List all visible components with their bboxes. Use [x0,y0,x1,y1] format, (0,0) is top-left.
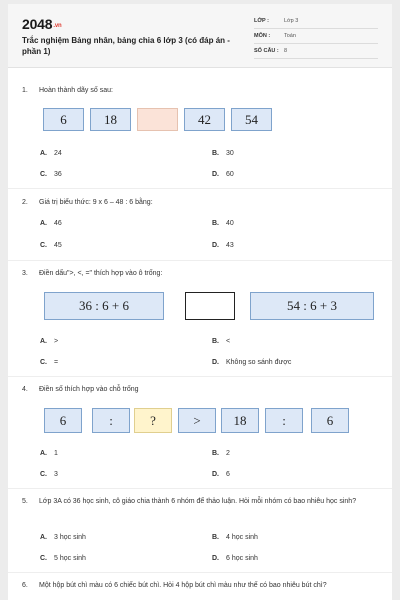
option-text: < [226,338,231,345]
option-text: 3 học sinh [54,534,86,541]
document-page [8,4,392,600]
option-text: 46 [54,220,62,227]
sequence-box: 6 [43,108,84,131]
question-number: 4. [22,386,28,393]
question-divider [8,260,392,261]
option-letter: C. [40,555,47,562]
question-number: 1. [22,87,28,94]
meta-label: LỚP : [254,18,269,24]
answer-option-b[interactable] [212,450,230,457]
answer-option-a[interactable] [40,220,62,227]
option-text: 43 [226,242,234,249]
meta-row-class [254,16,378,29]
sequence-box: 42 [184,108,225,131]
option-text: 24 [54,150,62,157]
answer-option-c[interactable] [40,171,62,178]
question-number: 6. [22,582,28,589]
option-text: 36 [54,171,62,178]
question-number: 5. [22,498,28,505]
expression-box-left: 36 : 6 + 6 [44,292,164,320]
expression-box-right: 54 : 6 + 3 [250,292,374,320]
sequence-blank-box [137,108,178,131]
equation-unknown-box: ? [134,408,172,433]
answer-option-c[interactable] [40,555,86,562]
equation-operator-box: : [265,408,303,433]
option-letter: B. [212,220,219,227]
option-text: 30 [226,150,234,157]
option-letter: A. [40,220,47,227]
equation-operator-box: : [92,408,130,433]
sequence-box: 18 [90,108,131,131]
meta-row-question-count [254,46,378,59]
option-text: 3 [54,471,58,478]
answer-option-a[interactable] [40,150,62,157]
option-letter: D. [212,242,219,249]
question-text: Một hộp bút chì màu có 6 chiếc bút chì. Hỏi 4 hộp bút chì màu như thế có bao nhiêu bút chì? [39,582,327,589]
meta-value: Toán [284,33,296,39]
answer-option-a[interactable] [40,450,58,457]
option-letter: D. [212,471,219,478]
option-letter: B. [212,450,219,457]
answer-option-c[interactable] [40,359,58,366]
meta-label: MÔN : [254,33,271,39]
equation-box: 6 [311,408,349,433]
document-header [8,4,392,68]
answer-option-d[interactable] [212,555,258,562]
question-number: 3. [22,270,28,277]
option-text: 4 học sinh [226,534,258,541]
option-letter: D. [212,359,219,366]
meta-value: 8 [284,48,288,54]
equation-operator-box: > [178,408,216,433]
option-letter: A. [40,450,47,457]
question-text: Lớp 3A có 36 học sinh, cô giáo chia thành 6 nhóm để thảo luận. Hỏi mỗi nhóm có bao nhiêu học sinh? [39,498,357,505]
answer-option-c[interactable] [40,242,62,249]
sequence-box: 54 [231,108,272,131]
option-text: 2 [226,450,230,457]
meta-row-subject [254,31,378,44]
comparison-blank-box [185,292,235,320]
option-text: 5 học sinh [54,555,86,562]
option-letter: B. [212,150,219,157]
option-letter: B. [212,338,219,345]
meta-label: SỐ CÂU : [254,48,279,54]
question-text: Điền số thích hợp vào chỗ trống [39,386,139,393]
answer-option-d[interactable] [212,171,234,178]
option-letter: D. [212,171,219,178]
question-divider [8,572,392,573]
answer-option-d[interactable] [212,359,291,366]
question-text: Giá trị biểu thức: 9 x 6 – 48 : 6 bằng: [39,199,153,206]
option-letter: D. [212,555,219,562]
option-letter: A. [40,150,47,157]
option-text: 1 [54,450,58,457]
meta-value: Lớp 3 [284,18,299,24]
option-text: > [54,338,59,345]
option-text: 6 [226,471,230,478]
question-divider [8,188,392,189]
option-letter: B. [212,534,219,541]
question-divider [8,376,392,377]
question-text: Hoàn thành dãy số sau: [39,87,113,94]
option-letter: C. [40,359,47,366]
answer-option-b[interactable] [212,220,234,227]
document-title: Trắc nghiệm Bảng nhân, bảng chia 6 lớp 3 (có đáp án - phần 1) [22,36,230,56]
option-text: Không so sánh được [226,359,292,366]
option-letter: C. [40,171,47,178]
option-letter: A. [40,338,47,345]
option-letter: C. [40,242,47,249]
question-divider [8,488,392,489]
answer-option-c[interactable] [40,471,58,478]
answer-option-b[interactable] [212,338,230,345]
equation-box: 6 [44,408,82,433]
answer-option-b[interactable] [212,150,234,157]
answer-option-d[interactable] [212,471,230,478]
option-text: = [54,359,59,366]
option-letter: C. [40,471,47,478]
option-text: 45 [54,242,62,249]
logo-suffix: .vn [53,23,62,29]
answer-option-a[interactable] [40,338,58,345]
answer-option-b[interactable] [212,534,258,541]
option-letter: A. [40,534,47,541]
question-number: 2. [22,199,28,206]
question-text: Điền dấu">, <, =" thích hợp vào ô trống: [39,270,163,277]
option-text: 6 học sinh [226,555,258,562]
equation-box: 18 [221,408,259,433]
answer-option-a[interactable] [40,534,86,541]
logo-text: 2048 [22,16,53,32]
option-text: 40 [226,220,234,227]
answer-option-d[interactable] [212,242,234,249]
option-text: 60 [226,171,234,178]
site-logo[interactable] [22,16,61,32]
